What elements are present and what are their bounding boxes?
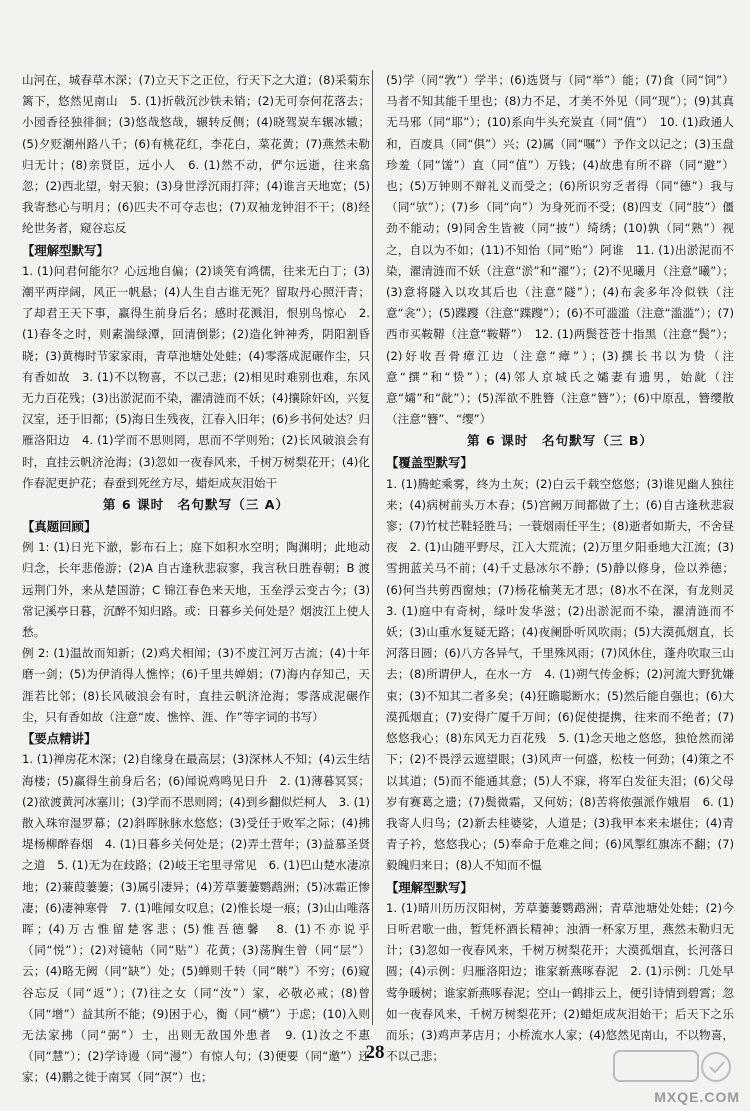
answer-paragraph: 1. (1)问君何能尔？心远地自偏；(2)谈笑有鸿儒，往来无白丁；(3)潮平两岸阔，风正一帆悬；(4)人生自古谁无死？留取丹心照汗青；了却君王天下事，赢得生前身后名；感时花溅泪，恨别鸟惊心 2. (1)春冬之时，则素湍绿潭，回清倒影；(2)造化钟神秀，阴阳割昏晓；(3)黄梅时节家家雨，青草池塘处处蛙；(4)零落成泥碾作尘，只有香如故 3. (1)不以物喜，不以己悲；(2)相见时难别也难，东风无力百花残；(3)出淤泥而不染，濯清涟而不妖；(4)攘除奸凶，兴复汉室，还于旧都；(5)海日生残夜，江春入旧年；(6)乡书何处达？归雁洛阳边 4. (1)学而不思则罔，思而不学则殆；(2)长风破浪会有时，直挂云帆济沧海；(3)忽如一夜春风来，千树万树梨花开；(4)化作春泥更护花；春蚕到死丝方尽，蜡炬成灰泪始干 <box>22 263 370 490</box>
page-number: 28 <box>365 1042 385 1063</box>
section-heading: 【真题回顾】 <box>22 519 97 535</box>
column-divider <box>372 70 373 1025</box>
section-heading: 【理解型默写】 <box>22 242 109 258</box>
lesson-title: 第 6 课时 名句默写（三 B） <box>466 433 654 449</box>
lesson-title: 第 6 课时 名句默写（三 A） <box>102 497 290 513</box>
answer-paragraph: 例 2: (1)温故而知新；(2)鸡犬相闻；(3)不废江河万古流；(4)十年磨一剑；(5)为伊消得人憔悴；(6)千里共婵娟；(7)海内存知己，天涯若比邻；(8)长风破浪会有时，直挂云帆济沧海；零落成泥碾作尘，只有香如故（注意“废、憔悴、涯、作”等字词的书写） <box>22 646 370 724</box>
answer-paragraph: 1. (1)禅房花木深；(2)自缘身在最高层；(3)深林人不知；(4)云生结海楼；(5)赢得生前身后名；(6)闻说鸡鸣见日升 2. (1)薄暮冥冥；(2)欲渡黄河冰塞川；(3)学而不思则罔；(4)到乡翻似烂柯人 3. (1)散入珠帘湿罗幕；(2)斜晖脉脉水悠悠；(3)受任于败军之际；(4)拂堤杨柳醉春烟 4. (1)日暮乡关何处是；(2)弄土营年；(3)益慕圣贤之道 5. (1)无为在歧路；(2)岐王宅里寻常见 6. (1)巴山楚水凄凉地；(2)蒹葭萋萋；(3)属引凄异；(4)芳草萋萋鹦鹉洲；(5)冰霜正惨凄；(6)凄神寒骨 7. (1)唯闻女叹息；(2)惟长堤一痕；(3)山山唯落晖；(4)万古惟留楚客悲；(5)惟吾德馨 8. (1)不亦说乎（同“悦”）；(2)对镜帖（同“贴”）花黄；(3)荡胸生曾（同“层”）云；(4)略无阙（同“缺”）处；(5)蝉则千转（同“啭”）不穷；(6)窥谷忘反（同“返”）；(7)往之女（同“汝”）家，必敬必戒；(8)曾（同“增”）益其所不能；(9)困于心，衡（同“横”）于虑；(10)入则无法家拂（同“弼”）士，出则无敌国外患者 9. (1)汝之不惠（同“慧”）；(2)学诗谩（同“漫”）有惊人句；(3)便要（同“邀”）还家；(4)鹏之徙于南冥（同“溟”）也； <box>22 752 370 1085</box>
watermark-site: MXQE.COM <box>654 1089 740 1105</box>
answer-paragraph: (5)学（同“敩”）学半；(6)选贤与（同“举”）能；(7)食（同“饲”）马者不知其能千里也；(8)力不足，才美不外见（同“现”）；(9)其真无马邪（同“耶”）；(10)系向牛头充炭直（同“值”） 10. (1)政通人和，百废具（同“俱”）兴；(2)属（同“嘱”）予作文以记之；(3)玉盘珍羞（同“馐”）直（同“值”）万钱；(4)故患有所不辟（同“避”）也；(5)万钟则不辩礼义而受之；(6)所识穷乏者得（同“德”）我与（同“欤”）；(7)乡（同“向”）为身死而不受；(8)四支（同“肢”）僵劲不能动；(9)同舍生皆被（同“披”）绮绣；(10)孰（同“熟”）视之，自以为不如；(11)不知怡（同“贻”）阿谁 11. (1)出淤泥而不染，濯清涟而不妖（注意“淤”和“濯”）；(2)不见曦月（注意“曦”）；(3)意将隧入以攻其后也（注意“隧”）；(4)布衾多年冷似铁（注意“衾”）；(5)蹀躞（注意“蹀躞”）；(6)不可滥滥（注意“滥滥”）；(7)西市买鞍鞯（注意“鞍鞯”） 12. (1)两鬓苍苍十指黑（注意“鬓”）；(2)好收吾骨瘴江边（注意“瘴”）；(3)撰长书以为贽（注意“撰”和“贽”）；(4)邻人京城氏之孀妻有遗男，始龀（注意“孀”和“龀”）；(5)浑欲不胜簪（注意“簪”）；(6)中原乱，簪缨散（注意“簪”、“缨”） <box>386 73 734 427</box>
answer-paragraph: 1. (1)晴川历历汉阳树，芳草萋萋鹦鹉洲；青草池塘处处蛙；(2)今日听君歌一曲，暂凭杯酒长精神；浊酒一杯家万里，燕然未勒归无计；(3)忽如一夜春风来，千树万树梨花开；大漠孤烟直，长河落日圆；(4)示例：归雁洛阳边；谁家新燕啄春泥 2. (1)示例：几处早莺争暖树；谁家新燕啄春泥；空山一鹤排云上，便引诗情到碧霄；忽如一夜春风来，千树万树梨花开；(2)蜡炬成灰泪始干；后天下之乐而乐；(3)鸡声茅店月；小桥流水人家；(4)悠然见南山，不以物喜，不以己悲； <box>386 900 734 1064</box>
answer-paragraph: 山河在，城春草木深；(7)立天下之正位，行天下之大道；(8)采菊东篱下，悠然见南山 5. (1)折戟沉沙铁未销；(2)无可奈何花落去；小园香径独徘徊；(3)悠哉悠哉，辗转反侧；(4)晓驾炭车辗冰辙；(5)夕贬潮州路八千；(6)有桃花红，李花白，菜花黄；(7)燕然未勒归无计；(8)亲贤臣，远小人 6. (1)然不动，俨尔远逝，往来翕忽；(2)西北望，射天狼；(3)身世浮沉雨打萍；(4)谁言天地宽；(5)我寄愁心与明月；(6)匹夫不可夺志也；(7)双袖龙钟泪不干；(8)经纶世务者，窥谷忘反 <box>22 73 370 236</box>
section-heading: 【覆盖型默写】 <box>386 455 473 471</box>
section-heading: 【要点精讲】 <box>22 731 97 747</box>
left-column <box>22 70 370 1085</box>
answer-paragraph: 1. (1)腾蛇乘雾，终为土灰；(2)白云千载空悠悠；(3)谁见幽人独往来；(4)病树前头万木春；(5)宫阙万间都做了土；(6)自古逢秋悲寂寥；(7)竹杖芒鞋轻胜马；一蓑烟雨任平生；(8)逝者如斯夫，不舍昼夜 2. (1)山随平野尽，江入大荒流；(2)万里夕阳垂地大江流；(3)雪拥蓝关马不前；(4)千丈悬冰尔不静；(5)静以修身，俭以养德；(6)何当共剪西窗烛；(7)杨花榆荚无才思；(8)水不在深，有龙则灵 3. (1)庭中有奇树，绿叶发华滋；(2)出淤泥而不染，濯清涟而不妖；(3)山重水复疑无路；(4)夜阑卧听风吹雨；(5)大漠孤烟直，长河落日圆；(6)八方各异气，千里殊风雨；(7)风休住，蓬舟吹取三山去；(8)所谓伊人，在水一方 4. (1)朔气传金柝；(2)河流大野犹嫌束；(3)不知其二者多矣；(4)狂瞻聪断水；(5)然后能自强也；(6)大漠孤烟直；(7)安得广厦千万间；(6)促使提携，往来而不绝者；(7)悠悠我心；(8)东风无力百花残 5. (1)念天地之悠悠，独怆然而涕下；(2)不畏浮云遮望眼；(3)风声一何盛，松枝一何劲；(4)策之不以其道；(5)而不能通其意；(5)人不寐，将军白发征夫泪；(6)父母岁有赛葛之遗；(7)鬓微霜，又何妨；(8)苦将侬强派作娥眉 6. (1)我寄人归鸟；(2)新去桂婆娑，人道是；(3)我甲本来未堪住；(4)青青子衿，悠悠我心；(5)奉命于危难之间；(6)风掣红旗冻不翻；(7)毅魄归来日；(8)人不知而不愠 <box>386 476 746 873</box>
right-column <box>386 70 746 1064</box>
answer-paragraph: 例 1: (1)日光下澈，影布石上；庭下如积水空明；陶渊明；此地动归念，长年悲倦游；(2)A 自古逢秋悲寂寥，我言秋日胜春朝；B 渡远荆门外，来从楚国游；C 锦江春色来天地，玉垒浮云变古今；(3)常记溪亭日暮，沉醉不知归路。或：日暮乡关何处是？烟波江上使人愁。 <box>22 540 370 640</box>
section-heading: 【理解型默写】 <box>386 879 473 895</box>
